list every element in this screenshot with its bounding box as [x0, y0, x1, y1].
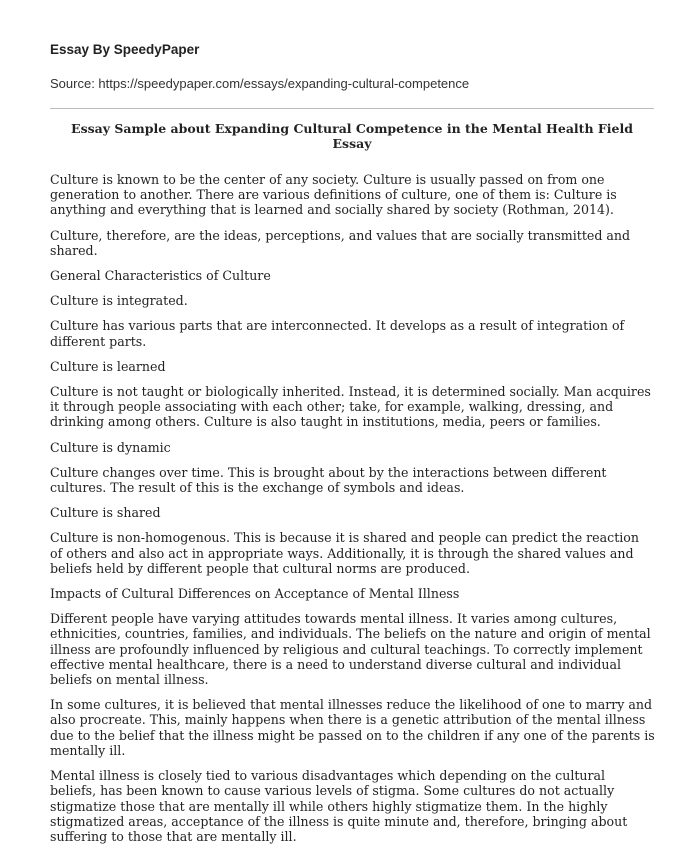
paragraph: Different people have varying attitudes towards mental illness. It varies among cultures, ethnicities, countries, families, and individuals. The beliefs on the nature and origin of mental illness are profoundly influenced by religious and cultural teachings. To correctly implement effective mental healthcare, there is a need to understand diverse cultural and individual beliefs on mental illness. [50, 611, 651, 688]
paragraph: Mental illness is closely tied to various disadvantages which depending on the cultural beliefs, has been known to cause various levels of stigma. Some cultures do not actually stigmatize those that are mentally ill while others highly stigmatize them. In the highly stigmatized areas, acceptance of the illness is quite minute and, therefore, bringing about suffering to those that are mentally ill. [50, 768, 628, 844]
paragraph: Culture has various parts that are interconnected. It develops as a result of integration of different parts. [50, 318, 625, 349]
header-divider [50, 108, 654, 109]
source-line: Source: https://speedypaper.com/essays/expanding-cultural-competence [50, 76, 470, 91]
paragraph: Culture is non-homogenous. This is because it is shared and people can predict the reaction of others and also act in appropriate ways. Additionally, it is through the shared values and beliefs held by different people that cultural norms are produced. [50, 530, 639, 576]
paragraph: Culture changes over time. This is brought about by the interactions between different cultures. The result of this is the exchange of symbols and ideas. [50, 464, 607, 496]
paragraph: Culture is not taught or biologically inherited. Instead, it is determined socially. Man acquires it through people associating with each other; take, for example, walking, dressing, and drinking among others. Culture is also taught in institutions, media, peers or families. [50, 384, 651, 430]
section-heading: Impacts of Cultural Differences on Acceptance of Mental Illness [50, 586, 460, 602]
section-heading: General Characteristics of Culture [50, 268, 271, 284]
subheading: Culture is dynamic [50, 439, 171, 455]
brand-title: Essay By SpeedyPaper [50, 42, 200, 57]
paragraph: Culture, therefore, are the ideas, perceptions, and values that are socially transmitted and shared. [50, 227, 631, 258]
document-header [50, 42, 655, 91]
paragraph: Culture is known to be the center of any society. Culture is usually passed on from one generation to another. There are various definitions of culture, one of them is: Culture is anything and everything that is learned and socially shared by society (Rothman, 2014). [50, 172, 617, 218]
paragraph: In some cultures, it is believed that mental illnesses reduce the likelihood of one to marry and also procreate. This, mainly happens when there is a genetic attribution of the mental illness due to the belief that the illness might be passed on to the children if any one of the parents is mentally ill. [50, 697, 655, 758]
essay-body [50, 172, 655, 854]
essay-title: Essay Sample about Expanding Cultural Competence in the Mental Health Field Essay [71, 121, 633, 151]
subheading: Culture is integrated. [50, 293, 188, 309]
subheading: Culture is shared [50, 505, 161, 521]
subheading: Culture is learned [50, 358, 166, 374]
